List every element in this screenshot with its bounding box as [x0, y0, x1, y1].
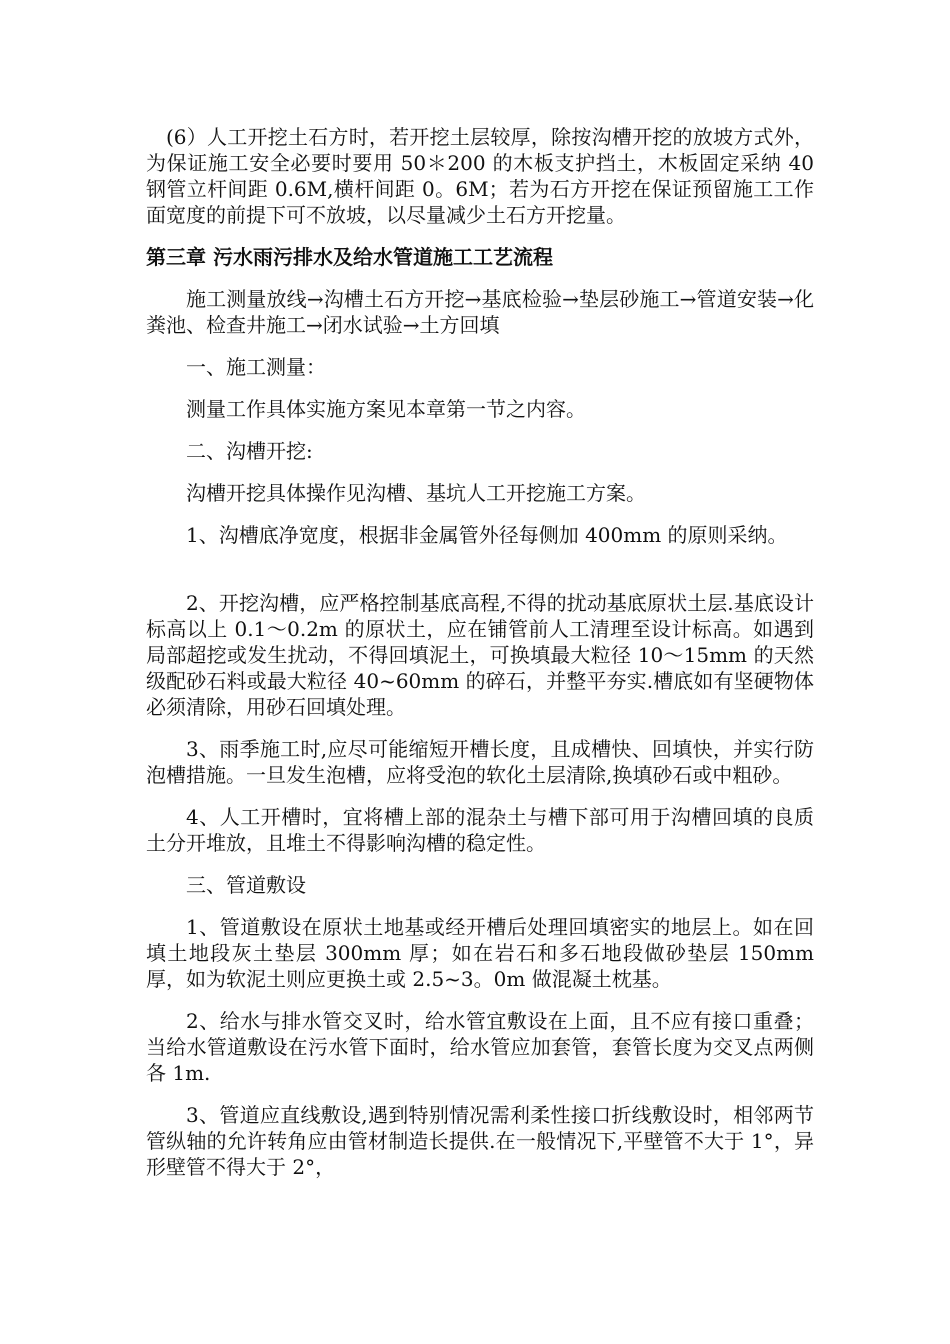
paragraph-trench-item-1: 1、沟槽底净宽度，根据非金属管外径每侧加 400mm 的原则采纳。: [186, 523, 788, 547]
document-page: [146, 124, 814, 1196]
paragraph-excavation-note: (6）人工开挖土石方时，若开挖土层较厚，除按沟槽开挖的放坡方式外，为保证施工安全必要时要用 50＊200 的木板支护挡土，木板固定采纳 40 钢管立杆间距 0.6M,横杆间距 0。6M；若为石方开挖在保证预留施工工作面宽度的前提下可不放坡，以尽量减少土石方开挖量。: [146, 125, 814, 227]
section-heading-trench: 二、沟槽开挖:: [186, 439, 313, 463]
paragraph-pipe-item-2: 2、给水与排水管交叉时，给水管宜敷设在上面，且不应有接口重叠；当给水管道敷设在污水管下面时，给水管应加套管，套管长度为交叉点两侧各 1m.: [146, 1009, 814, 1085]
paragraph-trench-item-3: 3、雨季施工时,应尽可能缩短开槽长度，且成槽快、回填快，并实行防泡槽措施。一旦发生泡槽，应将受泡的软化土层清除,换填砂石或中粗砂。: [146, 737, 814, 787]
section-heading-pipe: 三、管道敷设: [186, 873, 306, 897]
paragraph-trench-item-2: 2、开挖沟槽，应严格控制基底高程,不得的扰动基底原状土层.基底设计标高以上 0.1～0.2m 的原状土，应在铺管前人工清理至设计标高。如遇到局部超挖或发生扰动，不得回填泥土，可换填最大粒径 10～15mm 的天然级配砂石料或最大粒径 40~60mm 的碎石，并整平夯实.槽底如有坚硬物体必须清除，用砂石回填处理。: [146, 591, 814, 719]
paragraph-process-flow: 施工测量放线→沟槽土石方开挖→基底检验→垫层砂施工→管道安装→化粪池、检查井施工→闭水试验→土方回填: [146, 287, 814, 337]
paragraph-survey: 测量工作具体实施方案见本章第一节之内容。: [186, 397, 586, 421]
paragraph-pipe-item-3: 3、管道应直线敷设,遇到特别情况需利柔性接口折线敷设时，相邻两节管纵轴的允许转角应由管材制造长提供.在一般情况下,平壁管不大于 1°，异形壁管不得大于 2°，: [146, 1103, 814, 1179]
section-heading-survey: 一、施工测量：: [186, 355, 326, 379]
chapter-heading: 第三章 污水雨污排水及给水管道施工工艺流程: [146, 245, 553, 269]
paragraph-trench-item-4: 4、人工开槽时，宜将槽上部的混杂土与槽下部可用于沟槽回填的良质土分开堆放，且堆土不得影响沟槽的稳定性。: [146, 805, 814, 855]
paragraph-trench-method: 沟槽开挖具体操作见沟槽、基坑人工开挖施工方案。: [186, 481, 646, 505]
paragraph-pipe-item-1: 1、管道敷设在原状土地基或经开槽后处理回填密实的地层上。如在回填土地段灰土垫层 300mm 厚；如在岩石和多石地段做砂垫层 150mm 厚，如为软泥土则应更换土或 2.5~3。0m 做混凝土枕基。: [146, 915, 814, 991]
